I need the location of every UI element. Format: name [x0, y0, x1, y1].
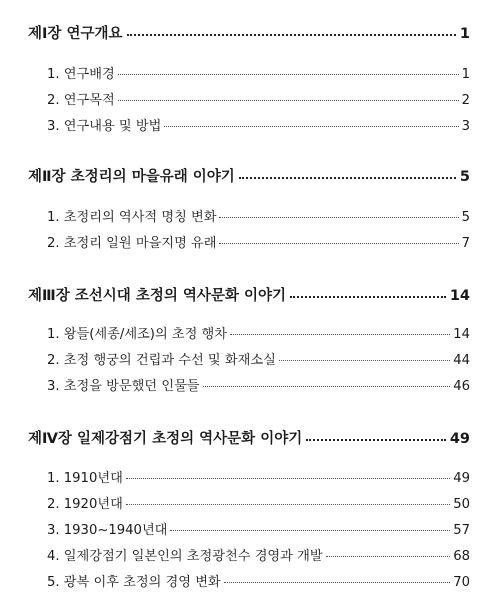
- section-page-number: 14: [453, 327, 470, 342]
- section-title: 5. 광복 이후 초정의 경영 변화: [47, 575, 221, 590]
- toc-section[interactable]: [47, 349, 470, 368]
- section-page-number: 5: [461, 210, 470, 225]
- section-page-number: 68: [453, 549, 470, 564]
- section-page-number: 3: [461, 119, 470, 134]
- section-page-number: 50: [453, 497, 470, 512]
- toc-section[interactable]: [47, 467, 470, 486]
- leader-dots: [224, 582, 451, 583]
- leader-dots: [290, 296, 446, 298]
- chapter-page-number: 14: [449, 288, 470, 304]
- section-title: 1. 왕들(세종/세조)의 초정 행차: [47, 327, 228, 342]
- toc-section[interactable]: [47, 493, 470, 512]
- leader-dots: [126, 478, 450, 479]
- toc-section[interactable]: [47, 206, 470, 225]
- section-title: 2. 1920년대: [47, 497, 123, 512]
- section-page-number: 49: [453, 471, 470, 486]
- section-title: 1. 연구배경: [47, 67, 115, 82]
- leader-dots: [118, 74, 459, 75]
- chapter-page-number: 5: [459, 169, 470, 185]
- leader-dots: [126, 504, 450, 505]
- leader-dots: [164, 126, 458, 127]
- chapter-page-number: 1: [459, 26, 470, 42]
- chapter-title: 제Ⅳ장 일제강점기 초정의 역사문화 이야기: [28, 431, 303, 447]
- section-page-number: 70: [453, 575, 470, 590]
- toc-chapter-2[interactable]: [28, 165, 470, 186]
- chapter-title: 제Ⅲ장 조선시대 초정의 역사문화 이야기: [28, 288, 287, 304]
- toc-section[interactable]: [47, 519, 470, 538]
- toc-section[interactable]: [47, 571, 470, 590]
- section-page-number: 2: [461, 93, 470, 108]
- leader-dots: [326, 556, 451, 557]
- toc-section[interactable]: [47, 63, 470, 82]
- leader-dots: [306, 439, 446, 441]
- section-title: 1. 1910년대: [47, 471, 123, 486]
- section-title: 3. 초정을 방문했던 인물들: [47, 379, 200, 394]
- section-title: 4. 일제강점기 일본인의 초정광천수 경영과 개발: [47, 549, 323, 564]
- toc-chapter-1[interactable]: [28, 22, 470, 43]
- leader-dots: [239, 177, 456, 179]
- chapter-title: 제Ⅱ장 초정리의 마을유래 이야기: [28, 169, 235, 185]
- section-title: 2. 연구목적: [47, 93, 115, 108]
- toc-section[interactable]: [47, 89, 470, 108]
- leader-dots: [203, 386, 451, 387]
- toc-section[interactable]: [47, 323, 470, 342]
- leader-dots: [230, 334, 450, 335]
- section-title: 2. 초정리 일원 마을지명 유래: [47, 236, 217, 251]
- toc-section[interactable]: [47, 232, 470, 251]
- section-title: 2. 초정 행궁의 건립과 수선 및 화재소실: [47, 353, 276, 368]
- chapter-page-number: 49: [449, 431, 470, 447]
- section-page-number: 46: [453, 379, 470, 394]
- toc-section[interactable]: [47, 375, 470, 394]
- toc-chapter-4[interactable]: [28, 427, 470, 448]
- leader-dots: [279, 360, 450, 361]
- section-page-number: 1: [461, 67, 470, 82]
- leader-dots: [118, 100, 459, 101]
- leader-dots: [219, 217, 458, 218]
- toc-section[interactable]: [47, 545, 470, 564]
- section-title: 1. 초정리의 역사적 명칭 변화: [47, 210, 217, 225]
- section-page-number: 57: [453, 523, 470, 538]
- section-title: 3. 연구내용 및 방법: [47, 119, 162, 134]
- leader-dots: [170, 530, 450, 531]
- section-title: 3. 1930~1940년대: [47, 523, 168, 538]
- toc-section[interactable]: [47, 115, 470, 134]
- chapter-title: 제Ⅰ장 연구개요: [28, 26, 123, 42]
- section-page-number: 7: [461, 236, 470, 251]
- leader-dots: [219, 243, 458, 244]
- leader-dots: [127, 34, 456, 36]
- section-page-number: 44: [453, 353, 470, 368]
- toc-chapter-3[interactable]: [28, 284, 470, 305]
